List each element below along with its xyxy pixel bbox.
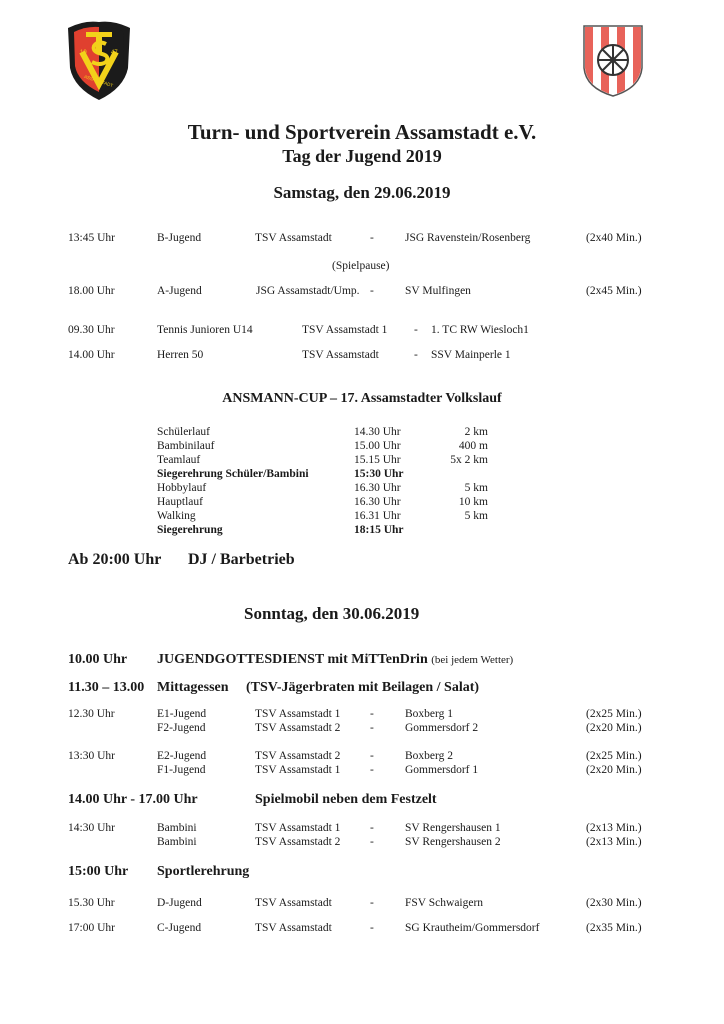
match-team: Herren 50 [157,349,204,361]
saturday-date: Samstag, den 29.06.2019 [273,183,451,202]
lunch-label: Mittagessen [157,680,229,695]
match-time: 13:30 Uhr [68,750,115,762]
match-home: TSV Assamstadt 1 [302,324,388,336]
match-away: SG Krautheim/Gommersdorf [405,922,540,934]
run-distance: 10 km [458,496,488,508]
match-away: FSV Schwaigern [405,897,484,909]
match-duration: (2x45 Min.) [586,285,642,297]
match-home: TSV Assamstadt [255,232,332,244]
match-separator: - [370,232,374,244]
run-time: 15.00 Uhr [354,440,401,452]
match-home: TSV Assamstadt [302,349,379,361]
page-subtitle: Tag der Jugend 2019 [282,146,442,166]
run-distance: 400 m [458,440,488,452]
honors-label: Sportlerehrung [157,864,250,879]
match-duration: (2x40 Min.) [586,232,642,244]
match-time: 15.30 Uhr [68,897,115,909]
match-team: Bambini [157,836,197,848]
lunch-time: 11.30 – 13.00 [68,680,145,695]
run-time: 15:30 Uhr [354,468,404,480]
match-away: JSG Ravenstein/Rosenberg [405,232,531,244]
run-name: Hauptlauf [157,496,203,508]
run-distance: 5x 2 km [450,454,488,466]
match-away: Boxberg 2 [405,750,454,762]
match-time: 18.00 Uhr [68,285,115,297]
match-time: 09.30 Uhr [68,324,115,336]
sunday-date: Sonntag, den 30.06.2019 [244,604,420,623]
tsv-club-crest-icon [64,18,134,102]
match-home: TSV Assamstadt 1 [255,708,341,720]
spielmobil-time: 14.00 Uhr - 17.00 Uhr [68,792,198,807]
service-label: JUGENDGOTTESDIENST mit MiTTenDrin [157,652,428,667]
match-home: TSV Assamstadt 2 [255,722,341,734]
match-duration: (2x13 Min.) [586,822,642,834]
match-separator: - [370,708,374,720]
match-home: JSG Assamstadt/Ump. [256,285,360,297]
match-team: C-Jugend [157,922,202,934]
svg-text:47: 47 [111,50,118,56]
match-team: F1-Jugend [157,764,206,776]
match-time: 14.00 Uhr [68,349,115,361]
municipal-coat-of-arms-icon [582,24,644,98]
match-home: TSV Assamstadt [255,897,332,909]
match-home: TSV Assamstadt 2 [255,836,341,848]
match-time: 14:30 Uhr [68,822,115,834]
run-time: 16.30 Uhr [354,496,401,508]
evening-label: DJ / Barbetrieb [188,551,295,568]
match-separator: - [414,349,418,361]
match-team: Bambini [157,822,197,834]
match-team: F2-Jugend [157,722,206,734]
service-label-line [157,652,513,668]
run-time: 18:15 Uhr [354,524,404,536]
match-away: SV Mulfingen [405,285,471,297]
match-home: TSV Assamstadt 1 [255,822,341,834]
match-break-note: (Spielpause) [332,260,390,272]
match-team: Tennis Junioren U14 [157,324,253,336]
evening-time: Ab 20:00 Uhr [68,551,162,568]
run-name: Siegerehrung Schüler/Bambini [157,468,309,480]
page-title: Turn- und Sportverein Assamstadt e.V. [187,120,537,144]
match-separator: - [370,285,374,297]
run-distance: 2 km [464,426,488,438]
run-name: Siegerehrung [157,524,223,536]
match-team: E2-Jugend [157,750,207,762]
match-away: Gommersdorf 2 [405,722,479,734]
match-home: TSV Assamstadt 2 [255,750,341,762]
run-distance: 5 km [464,510,488,522]
match-away: SV Rengershausen 1 [405,822,501,834]
match-time: 13:45 Uhr [68,232,115,244]
match-duration: (2x25 Min.) [586,750,642,762]
lunch-detail: (TSV-Jägerbraten mit Beilagen / Salat) [246,680,480,695]
match-away: SSV Mainperle 1 [431,349,511,361]
service-time: 10.00 Uhr [68,652,128,667]
run-name: Walking [157,510,196,522]
match-team: D-Jugend [157,897,202,909]
match-duration: (2x25 Min.) [586,708,642,720]
match-separator: - [370,897,374,909]
match-away: Gommersdorf 1 [405,764,479,776]
spielmobil-label: Spielmobil neben dem Festzelt [255,792,437,807]
run-name: Schülerlauf [157,426,211,438]
run-name: Bambinilauf [157,440,215,452]
volkslauf-title: ANSMANN-CUP – 17. Assamstadter Volkslauf [222,391,502,406]
match-time: 17:00 Uhr [68,922,115,934]
match-duration: (2x13 Min.) [586,836,642,848]
run-name: Teamlauf [157,454,201,466]
match-separator: - [370,822,374,834]
match-separator: - [370,922,374,934]
svg-text:19: 19 [80,50,87,56]
honors-time: 15:00 Uhr [68,864,129,879]
match-home: TSV Assamstadt [255,922,332,934]
match-separator: - [370,764,374,776]
run-time: 14.30 Uhr [354,426,401,438]
match-away: Boxberg 1 [405,708,454,720]
match-separator: - [414,324,418,336]
match-separator: - [370,722,374,734]
match-separator: - [370,836,374,848]
match-team: B-Jugend [157,232,202,244]
match-team: A-Jugend [157,285,202,297]
run-distance: 5 km [464,482,488,494]
match-home: TSV Assamstadt 1 [255,764,341,776]
service-note: (bei jedem Wetter) [431,654,514,666]
run-time: 15.15 Uhr [354,454,401,466]
match-away: SV Rengershausen 2 [405,836,501,848]
run-time: 16.31 Uhr [354,510,401,522]
match-team: E1-Jugend [157,708,207,720]
match-duration: (2x30 Min.) [586,897,642,909]
svg-text:ASSAMSTADT: ASSAMSTADT [83,73,114,89]
match-separator: - [370,750,374,762]
match-away: 1. TC RW Wiesloch1 [431,324,529,336]
match-duration: (2x35 Min.) [586,922,642,934]
run-time: 16.30 Uhr [354,482,401,494]
run-name: Hobbylauf [157,482,207,494]
match-time: 12.30 Uhr [68,708,115,720]
match-duration: (2x20 Min.) [586,722,642,734]
match-duration: (2x20 Min.) [586,764,642,776]
